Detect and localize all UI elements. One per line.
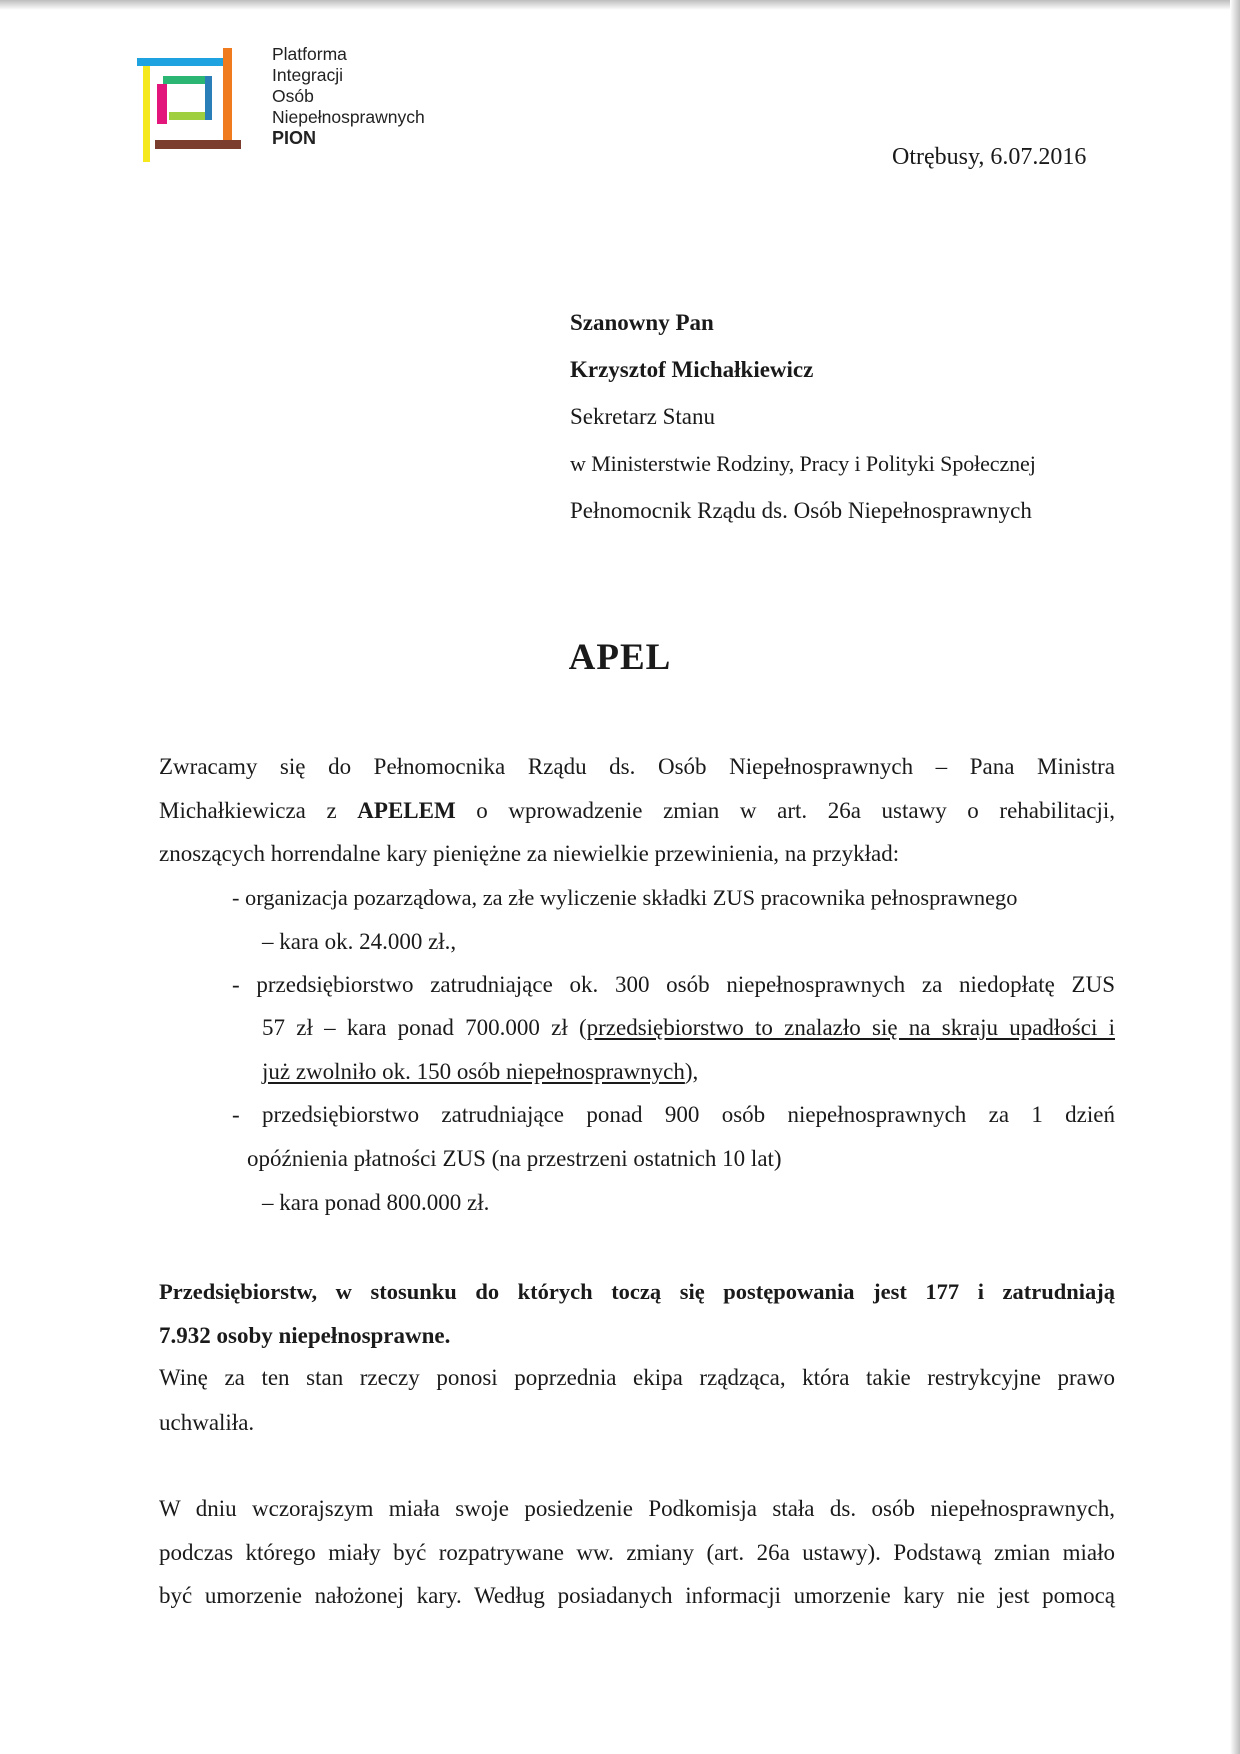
intro-line: znoszących horrendalne kary pieniężne za niewielkie przewinienia, na przykład: <box>159 841 900 866</box>
logo-bar-blue <box>137 58 232 66</box>
recipient-function: Pełnomocnik Rządu ds. Osób Niepełnosprawnych <box>570 498 1032 523</box>
intro-text: o wprowadzenie zmian w art. 26a ustawy o rehabilitacji, <box>455 798 1115 823</box>
org-line: Platforma <box>272 44 347 64</box>
logo-bar-yellow <box>143 66 150 162</box>
letter-title: APEL <box>568 637 672 678</box>
paragraph-line: Winę za ten stan rzeczy ponosi poprzednia ekipa rządząca, która takie restrykcyjne prawo <box>159 1365 1115 1390</box>
list-item-line: - organizacja pozarządowa, za złe wyliczenie składki ZUS pracownika pełnosprawnego <box>232 885 1018 910</box>
intro-text: Michałkiewicza z <box>159 798 358 823</box>
intro-line: Zwracamy się do Pełnomocnika Rządu ds. Osób Niepełnosprawnych – Pana Ministra <box>159 754 1115 779</box>
paragraph-line: być umorzenie nałożonej kary. Według posiadanych informacji umorzenie kary nie jest pomocą <box>159 1583 1115 1608</box>
list-item-text: 57 zł – kara ponad 700.000 zł ( <box>262 1015 587 1040</box>
list-item-line: – kara ponad 800.000 zł. <box>262 1190 490 1215</box>
list-item-line: opóźnienia płatności ZUS (na przestrzeni ostatnich 10 lat) <box>247 1146 782 1171</box>
paragraph-line: uchwaliła. <box>159 1410 255 1435</box>
list-item-line: - przedsiębiorstwo zatrudniające ponad 900 osób niepełnosprawnych za 1 dzień <box>232 1102 1115 1127</box>
recipient-block <box>570 308 1036 543</box>
logo-bar-lime <box>169 112 205 120</box>
recipient-ministry: w Ministerstwie Rodziny, Pracy i Polityki Społecznej <box>570 451 1036 476</box>
intro-line <box>159 797 1115 825</box>
list-item-line: - przedsiębiorstwo zatrudniające ok. 300 osób niepełnosprawnych za niedopłatę ZUS <box>232 972 1115 997</box>
org-line: Osób <box>272 86 314 106</box>
recipient-salutation: Szanowny Pan <box>570 310 714 335</box>
letter-date: Otrębusy, 6.07.2016 <box>892 144 1087 170</box>
logo-bar-orange <box>223 48 232 146</box>
summary-line: Przedsiębiorstw, w stosunku do których toczą się postępowania jest 177 i zatrudniają <box>159 1279 1115 1304</box>
intro-bold-apel: APELEM <box>357 798 456 823</box>
underlined-text: przedsiębiorstwo to znalazło się na skraju upadłości i <box>586 1015 1115 1040</box>
scan-edge-right <box>1230 0 1240 1754</box>
list-item-line <box>262 1058 698 1086</box>
org-line: Integracji <box>272 65 344 85</box>
organization-name <box>272 44 425 149</box>
summary-line: 7.932 osoby niepełnosprawne. <box>159 1323 451 1348</box>
logo-bar-green <box>163 76 209 84</box>
list-item-text: ), <box>684 1059 699 1084</box>
paragraph-line: W dniu wczorajszym miała swoje posiedzenie Podkomisja stała ds. osób niepełnosprawnych, <box>159 1496 1115 1521</box>
list-item-line: – kara ok. 24.000 zł., <box>262 929 457 954</box>
org-line: Niepełnosprawnych <box>272 107 425 127</box>
logo-bar-brown <box>155 140 241 149</box>
paragraph-line: podczas którego miały być rozpatrywane ww. zmiany (art. 26a ustawy). Podstawą zmian miało <box>159 1540 1115 1565</box>
recipient-name: Krzysztof Michałkiewicz <box>570 357 814 382</box>
list-item-line <box>262 1014 1115 1042</box>
pion-logo <box>137 48 247 164</box>
underlined-text: już zwolniło ok. 150 osób niepełnosprawnych <box>262 1059 685 1084</box>
scan-edge-top <box>0 0 1240 10</box>
recipient-role: Sekretarz Stanu <box>570 404 715 429</box>
org-short-name: PION <box>272 128 317 148</box>
logo-bar-magenta <box>157 84 167 124</box>
logo-bar-teal <box>205 76 212 120</box>
